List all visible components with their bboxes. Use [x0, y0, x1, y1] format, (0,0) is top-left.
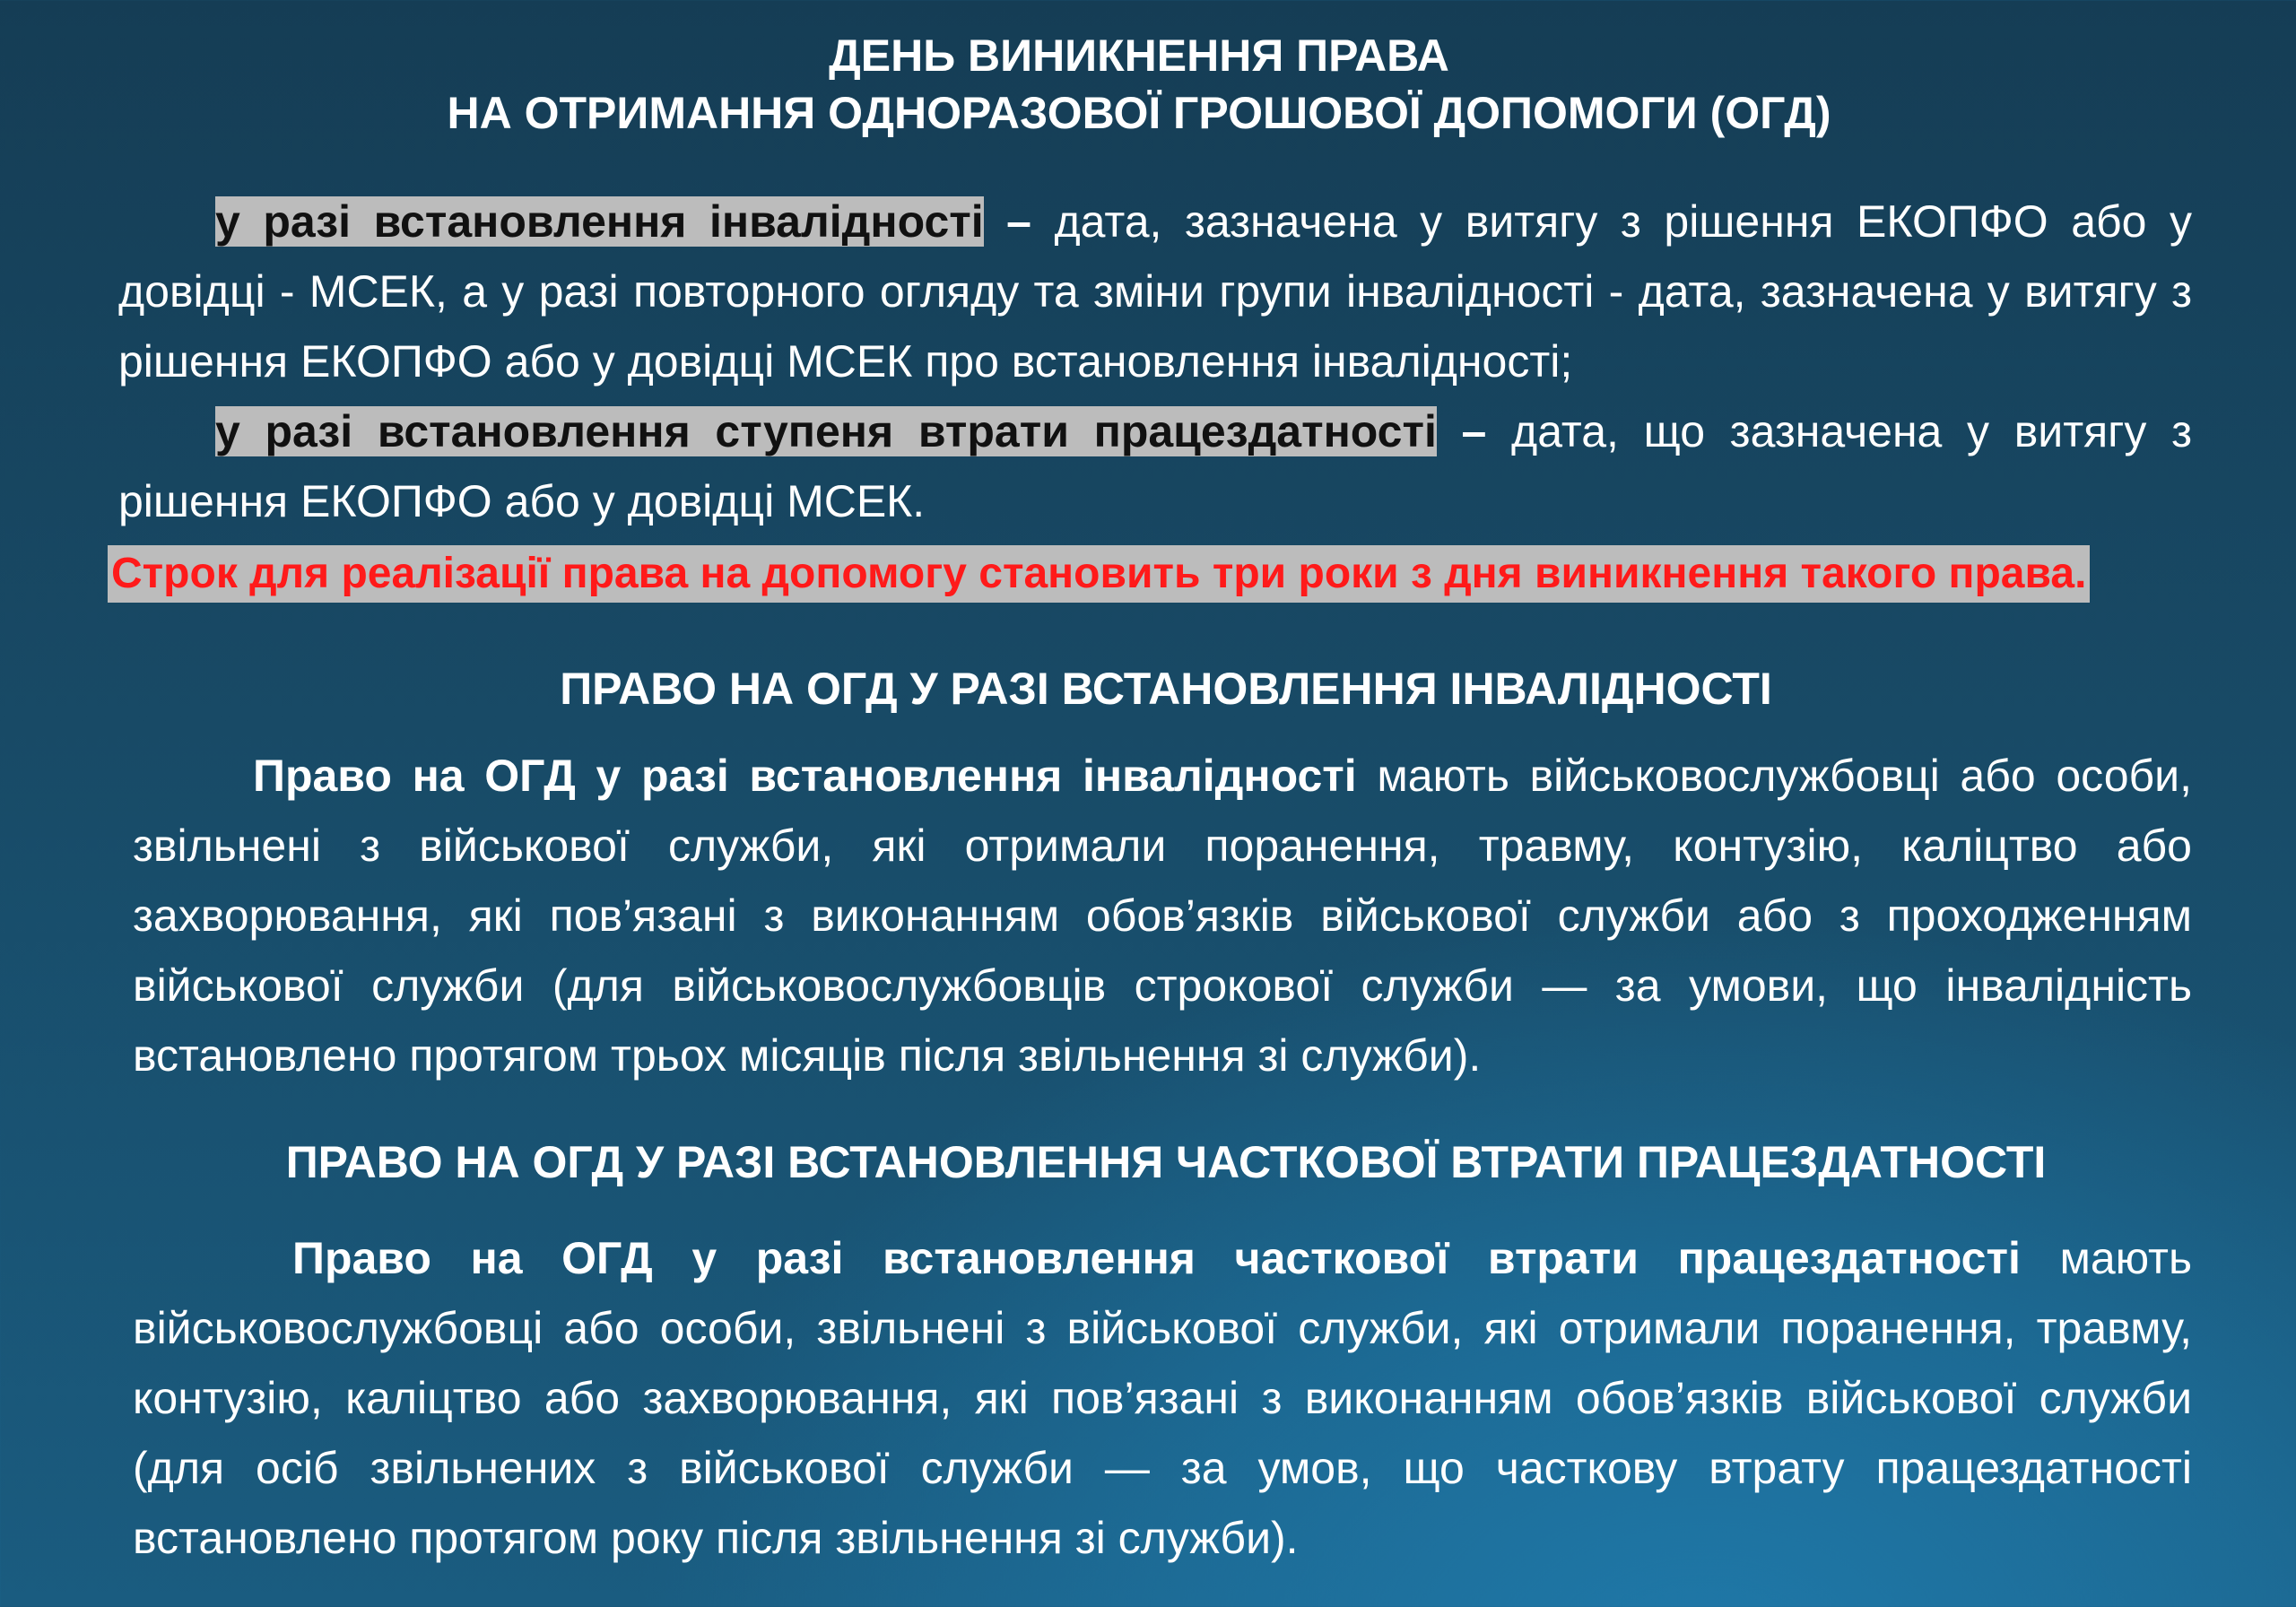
intro-item-disability — [118, 187, 2192, 396]
intro-item-work-capacity — [118, 396, 2192, 536]
section-disability-lead: Право на ОГД у разі встановлення інвалідності — [253, 751, 1357, 801]
intro-item-disability-text: дата, зазначена у витягу з рішення ЕКОПФО або у довідці - МСЕК, а у разі повторного огляду та зміни групи інвалідності - дата, зазначена у витягу з рішення ЕКОПФО або у довідці МСЕК про встановлення інвалідності; — [118, 196, 2193, 387]
section-partial-text: мають військовослужбовці або особи, звільнені з військової служби, які отримали поранення, травму, контузію, каліцтво або захворювання, які пов’язані з виконанням обов’язків військової служби (для осіб звільнених з військової служби — за умов, що часткову втрату працездатності встановлено протягом року після звільнення зі служби). — [133, 1233, 2192, 1563]
section-partial-paragraph — [133, 1223, 2192, 1573]
intro-item-work-capacity-dash: – — [1436, 406, 1487, 456]
section-disability-text: мають військовослужбовці або особи, звільнені з військової служби, які отримали поранення, травму, контузію, каліцтво або захворювання, які пов’язані з виконанням обов’язків військової служби або з проходженням військової служби (для військовослужбовців строкової служби — за умови, що інвалідність встановлено протягом трьох місяців після звільнення зі служби). — [133, 751, 2192, 1081]
intro-item-disability-dash: – — [983, 196, 1031, 247]
intro-item-work-capacity-highlight: у разі встановлення ступеня втрати працездатності — [215, 406, 1437, 456]
section-disability-heading: ПРАВО НА ОГД У РАЗІ ВСТАНОВЛЕННЯ ІНВАЛІДНОСТІ — [560, 664, 1772, 714]
intro-item-disability-highlight: у разі встановлення інвалідності — [215, 196, 984, 247]
section-partial-lead: Право на ОГД у разі встановлення часткової втрати працездатності — [292, 1233, 2021, 1283]
section-partial-heading: ПРАВО НА ОГД У РАЗІ ВСТАНОВЛЕННЯ ЧАСТКОВОЇ ВТРАТИ ПРАЦЕЗДАТНОСТІ — [285, 1137, 2047, 1187]
section-disability-paragraph — [133, 741, 2192, 1090]
intro-paragraph — [118, 187, 2192, 536]
title-line-1: ДЕНЬ ВИНИКНЕННЯ ПРАВА — [829, 30, 1449, 81]
title-line-2: НА ОТРИМАННЯ ОДНОРАЗОВОЇ ГРОШОВОЇ ДОПОМОГИ (ОГД) — [447, 88, 1831, 138]
deadline-note: Строк для реалізації права на допомогу становить три роки з дня виникнення такого права. — [108, 545, 2090, 603]
slide-title — [0, 27, 2278, 142]
intro-item-work-capacity-text: дата, що зазначена у витягу з рішення ЕКОПФО або у довідці МСЕК. — [118, 406, 2192, 526]
